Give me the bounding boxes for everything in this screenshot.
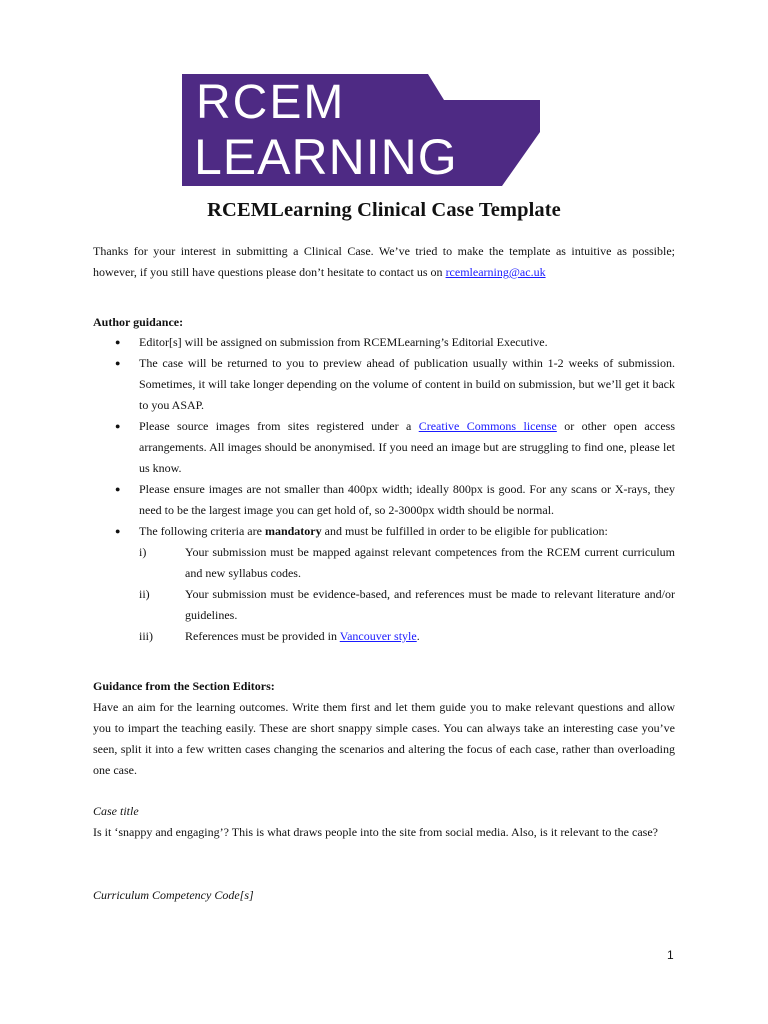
criteria-number: i) <box>139 545 147 559</box>
section-editors-heading: Guidance from the Section Editors: <box>93 679 275 693</box>
criteria-number: iii) <box>139 629 153 643</box>
case-title-paragraph: Is it ‘snappy and engaging’? This is what draws people into the site from social media. Also, is it relevant to the case? <box>93 825 658 839</box>
bullet-text: The case will be returned to you to preview ahead of publication usually within 1-2 weeks of submission. Sometimes, it will take longer depending on the volume of content in build on submission, but we’ll get it back to you ASAP. <box>139 356 675 412</box>
list-item <box>93 521 675 647</box>
author-guidance-list <box>93 332 675 647</box>
rcem-learning-logo <box>182 74 540 186</box>
bullet-text-post: and must be fulfilled in order to be eligible for publication: <box>321 524 608 538</box>
bullet-icon: ● <box>115 526 121 536</box>
bullet-text: Please ensure images are not smaller than 400px width; ideally 800px is good. For any scans or X-rays, they need to be the largest image you can get hold of, so 2-3000px width should be normal. <box>139 482 675 517</box>
intro-paragraph <box>93 241 675 283</box>
criteria-item <box>93 584 675 626</box>
criteria-list <box>93 542 675 647</box>
bullet-text-post: or other open access arrangements. All images should be anonymised. If you need an image but are struggling to find one, please let us know. <box>139 419 675 475</box>
list-item <box>93 479 675 521</box>
logo-line-2: LEARNING <box>194 129 458 185</box>
criteria-item <box>93 626 675 647</box>
mandatory-emphasis: mandatory <box>264 524 322 538</box>
contact-email-link[interactable]: rcemlearning@ac.uk <box>445 265 546 279</box>
criteria-text: Your submission must be mapped against relevant competences from the RCEM current curriculum and new syllabus codes. <box>185 545 675 580</box>
page-title: RCEMLearning Clinical Case Template <box>207 199 561 221</box>
bullet-icon: ● <box>115 421 121 431</box>
section-editors-paragraph: Have an aim for the learning outcomes. Write them first and let them guide you to make relevant questions and allow you to impart the teaching easily. These are short snappy simple cases. You can always take an interesting case you’ve seen, split it into a few written cases changing the scenarios and altering the focus of each case, rather than overloading one case. <box>93 700 675 777</box>
criteria-text-post: . <box>416 629 420 643</box>
page-number: 1 <box>667 948 674 962</box>
criteria-text-pre: References must be provided in <box>185 629 340 643</box>
list-item <box>93 353 675 416</box>
criteria-item <box>93 542 675 584</box>
bullet-text: Editor[s] will be assigned on submission from RCEMLearning’s Editorial Executive. <box>139 335 548 349</box>
case-title-heading: Case title <box>93 804 139 818</box>
logo-line-1: RCEM <box>196 76 346 129</box>
curriculum-heading: Curriculum Competency Code[s] <box>93 888 254 902</box>
bullet-text-pre: Please source images from sites registered under a <box>139 419 419 433</box>
list-item <box>93 416 675 479</box>
creative-commons-link[interactable]: Creative Commons license <box>418 419 557 433</box>
criteria-text: Your submission must be evidence-based, and references must be made to relevant literature and/or guidelines. <box>185 587 675 622</box>
intro-text: Thanks for your interest in submitting a Clinical Case. We’ve tried to make the template as intuitive as possible; however, if you still have questions please don’t hesitate to contact us on <box>93 244 675 279</box>
bullet-icon: ● <box>115 358 121 368</box>
vancouver-style-link[interactable]: Vancouver style <box>339 629 417 643</box>
list-item <box>93 332 675 353</box>
bullet-icon: ● <box>115 337 121 347</box>
author-guidance-heading: Author guidance: <box>93 315 184 329</box>
bullet-icon: ● <box>115 484 121 494</box>
bullet-text-pre: The following criteria are <box>139 524 265 538</box>
criteria-number: ii) <box>139 587 150 601</box>
